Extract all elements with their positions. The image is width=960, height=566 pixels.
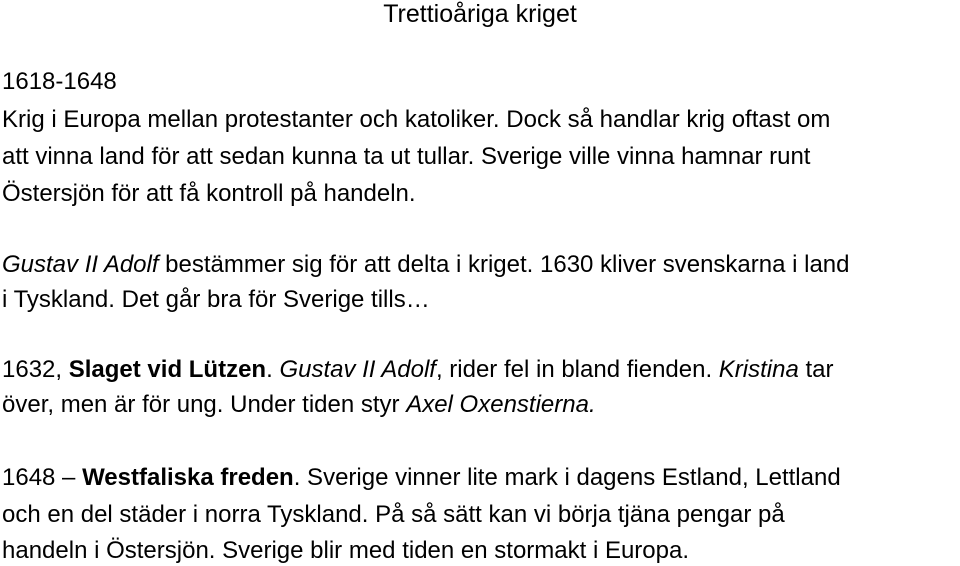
para2-line-2: i Tyskland. Det går bra för Sverige tills… (2, 286, 430, 313)
para4-year: 1648 – (2, 464, 83, 491)
document-title: Trettioåriga kriget (383, 0, 577, 28)
intro-line-3: Östersjön för att få kontroll på handeln. (2, 180, 416, 207)
para3-line-1-mid: , rider fel in bland fienden. (435, 356, 719, 383)
queen-name: Kristina (718, 356, 799, 383)
para4-line-2: och en del städer i norra Tyskland. På så sätt kan vi börja tjäna pengar på (2, 501, 785, 528)
para4-line-1 (2, 464, 958, 492)
para3-year: 1632, (2, 356, 69, 383)
king-name-2: Gustav II Adolf (279, 356, 436, 383)
para4-line-3: handeln i Östersjön. Sverige blir med tiden en stormakt i Europa. (2, 537, 690, 564)
years-line: 1618-1648 (2, 68, 117, 95)
para3-line-1 (2, 356, 958, 384)
para3-line-1-end: tar (798, 356, 834, 383)
peace-name: Westfaliska freden (82, 464, 294, 491)
para4-line-1-text: . Sverige vinner lite mark i dagens Estland, Lettland (293, 464, 841, 491)
battle-name: Slaget vid Lützen (68, 356, 267, 383)
para3-line-2-text: över, men är för ung. Under tiden styr (2, 391, 407, 418)
regent-name: Axel Oxenstierna. (406, 391, 596, 418)
intro-line-2: att vinna land för att sedan kunna ta ut tullar. Sverige ville vinna hamnar runt (2, 143, 811, 170)
para2-line-1-text: bestämmer sig för att delta i kriget. 1630 kliver svenskarna i land (158, 251, 850, 278)
intro-line-1: Krig i Europa mellan protestanter och katoliker. Dock så handlar krig oftast om (2, 106, 831, 133)
king-name: Gustav II Adolf (2, 251, 159, 278)
para3-sep: . (266, 356, 280, 383)
para3-line-2 (2, 391, 958, 419)
para2-line-1 (2, 251, 958, 279)
